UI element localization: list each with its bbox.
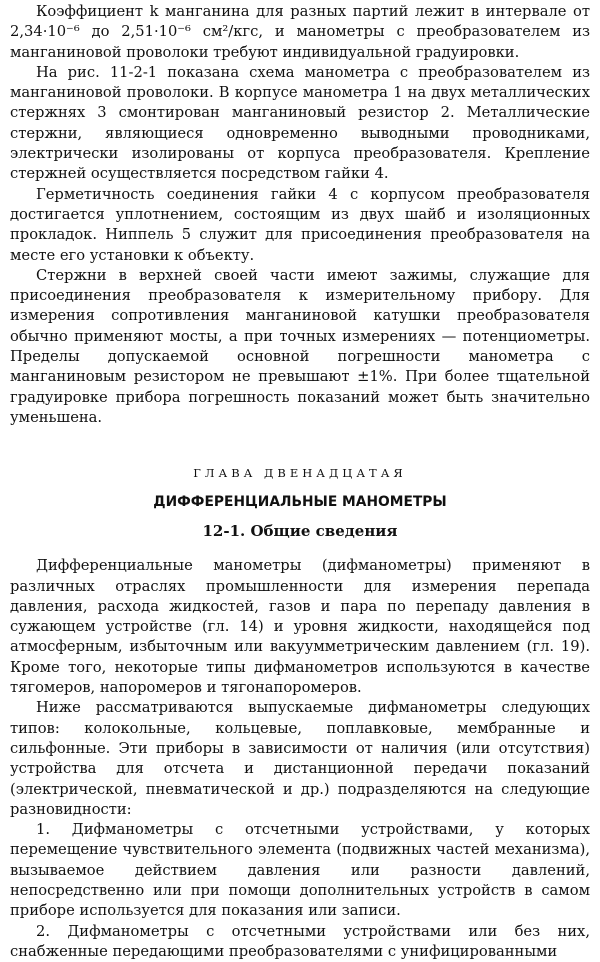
chapter-title: ДИФФЕРЕНЦИАЛЬНЫЕ МАНОМЕТРЫ	[153, 494, 447, 511]
paragraph-manganin-coefficient: Коэффициент k манганина для разных партий лежит в интервале от 2,34·10⁻⁶ до 2,51·10⁻⁶ см²/кгс, и манометры с преобразователем из манганиновой проволоки требуют индивидуальной градуировки.	[10, 3, 590, 61]
paragraph-list-item-2: 2. Дифманометры с отсчетными устройствами или без них, снабженные передающими преобразователями с унифицированными	[10, 922, 590, 960]
paragraph-applications: Дифференциальные манометры (дифманометры) применяют в различных отраслях промышленности для измерения перепада давления, расхода жидкостей, газов и пара по перепаду давления в сужающем устройстве (гл. 14) и уровня жидкости, находящейся под атмосферным, избыточным или вакуумметрическим давлением (гл. 19). Кроме того, некоторые типы дифманометров используются в качестве тягомеров, напоромеров и тягонапоромеров.	[10, 557, 590, 697]
paragraph-types: Ниже рассматриваются выпускаемые дифманометры следующих типов: колокольные, кольцевые, поплавковые, мембранные и сильфонные. Эти приборы в зависимости от наличия (или отсутствия) устройства для отсчета и дистанционной передачи показаний (электрической, пневматической и др.) подразделяются на следующие разновидности:	[10, 699, 590, 818]
paragraph-figure-description: На рис. 11-2-1 показана схема манометра с преобразователем из манганиновой проволоки. В корпусе манометра 1 на двух металлических стержнях 3 смонтирован манганиновый резистор 2. Металлические стержни, являющиеся одновременно выводными проводниками, электрически изолированы от корпуса преобразователя. Крепление стержней осуществляется посредством гайки 4.	[10, 63, 590, 183]
section-title: 12-1. Общие сведения	[202, 522, 398, 541]
paragraph-measurement: Стержни в верхней своей части имеют зажимы, служащие для присоединения преобразователя к измерительному прибору. Для измерения сопротивления манганиновой катушки преобразователя обычно применяют мосты, а при точных измерениях — потенциометры. Пределы допускаемой основной погрешности манометра с манганиновым резистором не превышают ±1%. При более тщательной градуировке прибора погрешность показаний может быть значительно уменьшена.	[10, 266, 590, 426]
chapter-label: ГЛАВА ДВЕНАДЦАТАЯ	[193, 466, 407, 481]
paragraph-sealing: Герметичность соединения гайки 4 с корпусом преобразователя достигается уплотнением, состоящим из двух шайб и изоляционных прокладок. Ниппель 5 служит для присоединения преобразователя на месте его установки к объекту.	[10, 185, 590, 264]
paragraph-list-item-1: 1. Дифманометры с отсчетными устройствами, у которых перемещение чувствительного элемента (подвижных частей механизма), вызываемое действием давления или разности давлений, непосредственно или при помощи дополнительных устройств в самом приборе используется для показания или записи.	[10, 821, 590, 920]
